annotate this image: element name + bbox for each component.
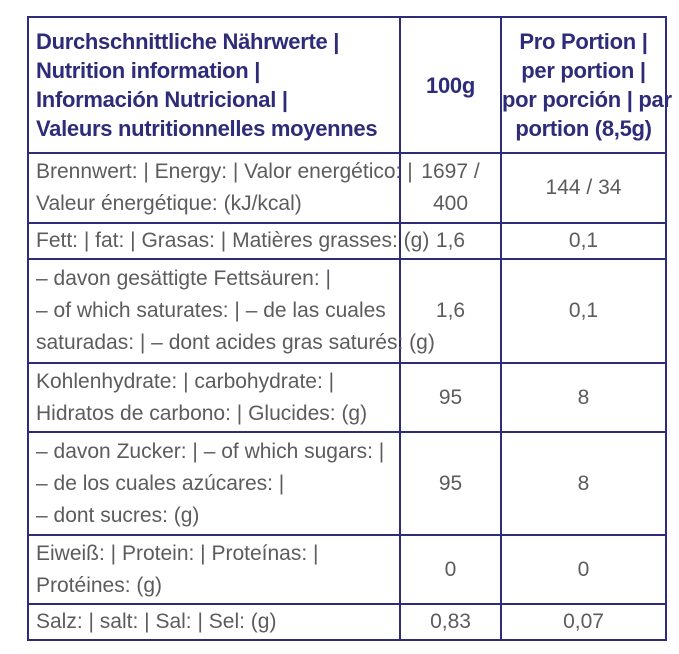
table-row-fat — [28, 223, 666, 259]
nutrient-label-line: – davon Zucker: | – of which sugars: | — [36, 439, 385, 463]
value-per-100g: 0 — [400, 535, 501, 604]
nutrient-label-line: Brennwert: | Energy: | Valor energético: | — [36, 160, 413, 183]
nutrient-label — [28, 223, 430, 259]
table-row-carbohydrate — [28, 363, 666, 432]
nutrient-label-line: Salz: | salt: | Sal: | Sel: (g) — [36, 610, 277, 633]
nutrient-label-line: Fett: | fat: | Grasas: | Matières grasses: (g) — [36, 229, 430, 252]
header-per-portion — [501, 17, 672, 153]
header-portion-line: Pro Portion | — [519, 29, 648, 54]
nutrient-label — [28, 153, 413, 223]
nutrient-label-line: Eiweiß: | Protein: | Proteínas: | — [36, 541, 319, 565]
value-per-100g: 0,83 — [400, 604, 501, 640]
header-per-100g: 100g — [400, 17, 501, 153]
value-per-100g: 1,6 — [400, 259, 501, 363]
nutrient-label — [28, 535, 400, 604]
header-row — [28, 17, 666, 153]
value-line: 1697 / — [421, 160, 480, 183]
nutrient-label — [28, 259, 435, 363]
value-per-portion: 8 — [501, 432, 666, 535]
nutrient-label — [28, 432, 400, 535]
value-per-portion: 0,07 — [501, 604, 666, 640]
value-per-portion: 0,1 — [501, 223, 666, 259]
value-line: 400 — [432, 192, 469, 215]
table-row-energy — [28, 153, 666, 223]
nutrient-label-line: Valeur énergétique: (kJ/kcal) — [36, 192, 302, 215]
header-nutrient-label — [28, 17, 400, 153]
table-row-sugars — [28, 432, 666, 535]
nutrient-label-line: Hidratos de carbono: | Glucides: (g) — [36, 401, 368, 425]
value-per-portion: 0,1 — [501, 259, 666, 363]
header-portion-line: per portion | — [521, 58, 646, 83]
header-label-line: Información Nutricional | — [36, 87, 288, 112]
header-label-line: Valeurs nutritionnelles moyennes — [36, 116, 378, 141]
header-label-line: Nutrition information | — [36, 58, 261, 83]
nutrient-label-line: Protéines: (g) — [36, 573, 163, 597]
nutrient-label — [28, 363, 400, 432]
table-row-protein — [28, 535, 666, 604]
nutrient-label-line: Kohlenhydrate: | carbohydrate: | — [36, 369, 335, 393]
nutrient-label-line: – dont sucres: (g) — [36, 503, 200, 527]
table-row-saturates — [28, 259, 666, 363]
nutrient-label-line: – of which saturates: | – de las cuales — [36, 299, 386, 322]
nutrition-table — [27, 16, 672, 641]
nutrient-label-line: saturadas: | – dont acides gras saturés: (g) — [36, 331, 435, 354]
value-per-portion: 8 — [501, 363, 666, 432]
nutrient-label — [28, 604, 400, 640]
value-per-portion: 0 — [501, 535, 666, 604]
value-per-100g: 95 — [400, 363, 501, 432]
header-label-line: Durchschnittliche Nährwerte | — [36, 29, 340, 54]
header-portion-line: portion (8,5g) — [515, 116, 652, 141]
value-per-100g: 95 — [400, 432, 501, 535]
nutrient-label-line: – davon gesättigte Fettsäuren: | — [36, 267, 331, 290]
table-row-salt — [28, 604, 666, 640]
nutrient-label-line: – de los cuales azúcares: | — [36, 471, 285, 495]
value-per-100g — [400, 153, 501, 223]
value-per-100g: 1,6 — [400, 223, 501, 259]
value-per-portion: 144 / 34 — [501, 153, 666, 223]
header-portion-line: por porción | par — [502, 87, 672, 112]
